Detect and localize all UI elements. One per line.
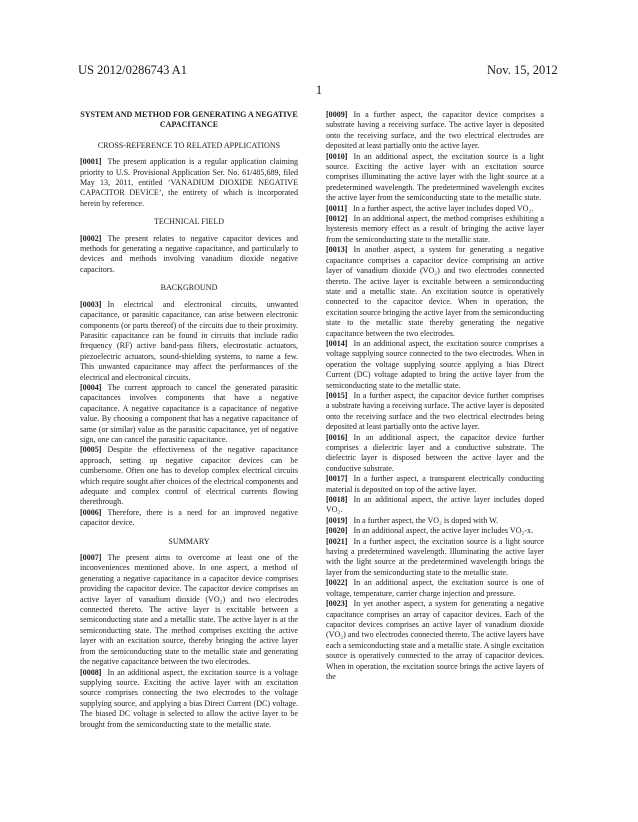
paragraph-0010 <box>326 152 544 204</box>
paragraph-number: [0016] <box>326 432 348 442</box>
paragraph-text: In a further aspect, the capacitor device comprises a substrate having a receiving surface. The active layer is deposited onto the receiving surface, and the two electrical electrodes are deposited at least partially onto the active layer. <box>326 110 544 151</box>
paragraph-number: [0011] <box>326 203 348 213</box>
paragraph-0017 <box>326 474 544 495</box>
paragraph-text: In an additional aspect, the excitation source comprises a voltage supplying source connected to the two electrodes. When in operation the voltage supplying source applying a bias Direct Current (DC) voltage adapted to bring the active layer from the semiconducting state to the metallic state. <box>326 338 544 390</box>
heading-cross-reference: CROSS-REFERENCE TO RELATED APPLICATIONS <box>97 140 281 150</box>
publication-date: Nov. 15, 2012 <box>487 63 558 77</box>
paragraph-text: In a further aspect, a transparent electrically conducting material is deposited on top of the active layer. <box>326 474 544 494</box>
paragraph-text: The present relates to negative capacitor devices and methods for generating a negative capacitance, and particularly to devices and methods involving vanadium dioxide negative capacitors. <box>80 233 298 274</box>
heading-technical-field: TECHNICAL FIELD <box>153 217 225 227</box>
paragraph-text: The present application is a regular application claiming priority to U.S. Provisional Application Ser. No. 61/485,689, filed May 13, 2011, entitled ‘VANADIUM DIOXIDE NEGATIVE CAPACITOR DEVICE’, the entirety of which is incorporated herein by reference. <box>80 157 298 208</box>
publication-number: US 2012/0286743 A1 <box>78 63 188 77</box>
paragraph-0021 <box>326 537 544 579</box>
paragraph-text: In an additional aspect, the capacitor device further comprises a dielectric layer and a conductive substrate. The dielectric layer is disposed between the active layer and the conductive substrate. <box>326 432 544 473</box>
paragraph-number: [0002] <box>80 233 102 243</box>
paragraph-number: [0003] <box>80 299 102 309</box>
paragraph-text: Despite the effectiveness of the negative capacitance approach, setting up negative capacitor devices can be cumbersome. Often one has to develop complex electrical circuits which require sought after choices of the electrical components and adequate and complex control of electrical currents flowing therethrough. <box>80 445 298 507</box>
paragraph-number: [0012] <box>326 214 348 224</box>
paragraph-text: In a further aspect, the excitation source is a light source having a predetermined wavelength. Illuminating the active layer with the light source at the predetermined wavelength brings the layer from the semiconducting state to the metallic state. <box>326 536 544 577</box>
heading-background: BACKGROUND <box>160 283 218 293</box>
paragraph-0016 <box>326 433 544 475</box>
paragraph-0009 <box>326 110 544 152</box>
paragraph-text: In a further aspect, the capacitor device further comprises a substrate having a receiving surface. The active layer is deposited onto the receiving surface and the two electrical electrodes being deposited at least partially onto the active layer. <box>326 390 544 432</box>
paragraph-0022 <box>326 578 544 599</box>
paragraph-number: [0020] <box>326 526 348 536</box>
heading-summary: SUMMARY <box>168 536 210 546</box>
paragraph-number: [0017] <box>326 474 348 484</box>
page-number: 1 <box>315 83 323 97</box>
paragraph-text: In an additional aspect, the excitation source is a light source. Exciting the active layer with an excitation source comprises illuminating the active layer with the light source at a predetermined wavelength. The predetermined wavelength excites the active layer from the semiconducting state to the metallic state. <box>326 151 544 203</box>
paragraph-0006 <box>80 508 298 529</box>
paragraph-0004 <box>80 383 298 445</box>
paragraph-0012 <box>326 214 544 245</box>
paragraph-number: [0009] <box>326 110 348 119</box>
paragraph-text: In an additional aspect, the active layer includes VO₂-x. <box>353 526 534 536</box>
paragraph-0020 <box>326 526 544 536</box>
paragraph-0015 <box>326 391 544 433</box>
paragraph-number: [0021] <box>326 536 348 546</box>
paragraph-0018 <box>326 495 544 516</box>
paragraph-0023 <box>326 599 544 682</box>
paragraph-text: In an additional aspect, the excitation source is one of voltage, temperature, carrier charge injection and pressure. <box>326 578 544 598</box>
paragraph-text: In another aspect, a system for generating a negative capacitance comprises a capacitor device comprising an active layer of vanadium dioxide (VO₂) and two electrodes connected thereto. The active layer is excitable between a semiconducting state and a metallic state. An excitation source is operatively connected to the capacitor device. When in operation, the excitation source bringing the active layer from the semiconducting state to the metallic state thereby generating the negative capacitance between the two electrodes. <box>326 245 544 338</box>
paragraph-0013 <box>326 245 544 339</box>
paragraph-number: [0008] <box>80 667 102 677</box>
paragraph-text: Therefore, there is a need for an improved negative capacitor device. <box>80 507 298 528</box>
paragraph-number: [0023] <box>326 599 348 609</box>
paragraph-0003 <box>80 300 298 383</box>
paragraph-text: In yet another aspect, a system for generating a negative capacitance comprises an array of capacitor devices. Each of the capacitor devices comprises an active layer of vanadium dioxide (VO₂) and two electrodes connected thereto. The active layers have each a semiconducting state and a metallic state. A single excitation source is operatively connected to the array of capacitor devices. When in operation, the excitation source brings the active layers of the <box>326 599 544 681</box>
paragraph-number: [0014] <box>326 338 348 348</box>
paragraph-number: [0015] <box>326 390 348 400</box>
paragraph-number: [0004] <box>80 382 102 392</box>
paragraph-0007 <box>80 553 298 667</box>
paragraph-text: In an additional aspect, the method comprises exhibiting a hysteresis memory effect as a result of bringing the active layer from the semiconducting state to the metallic state. <box>326 214 544 244</box>
paragraph-number: [0019] <box>326 515 348 525</box>
paragraph-number: [0022] <box>326 578 348 588</box>
right-column <box>326 110 544 682</box>
paragraph-0005 <box>80 445 298 507</box>
left-column <box>80 110 298 730</box>
document-title: SYSTEM AND METHOD FOR GENERATING A NEGATIVE CAPACITANCE <box>80 110 298 130</box>
paragraph-text: In a further aspect, the VO₂ is doped with W. <box>353 515 499 525</box>
paragraph-0008 <box>80 668 298 730</box>
paragraph-text: The current approach to cancel the generated parasitic capacitances involves components that have a negative capacitance. A negative capacitance is a capacitance of negative value. By choosing a component that has a negative capacitance of same (or similar) value as the parasitic capacitance, yet of negative sign, one can cancel the parasitic capacitance. <box>80 382 298 444</box>
paragraph-0019 <box>326 516 544 526</box>
paragraph-text: In electrical and electronical circuits, unwanted capacitance, or parasitic capacitance, can arise between electronic components (or parts thereof) of the circuits due to their proximity. Parasitic capacitance can be found in circuits that include radio frequency (RF) active band-pass filters, electrostatic actuators, piezoelectric actuators, sound-shielding systems, to name a few. This unwanted capacitance may affect the performances of the electrical and electronical circuits. <box>80 299 298 382</box>
paragraph-0001 <box>80 157 298 209</box>
paragraph-number: [0010] <box>326 151 348 161</box>
paragraph-text: The present aims to overcome at least one of the inconveniences mentioned above. In one aspect, a method of generating a negative capacitance in a capacitor device comprises providing the capacitor device. The capacitor device comprises an active layer of vanadium dioxide (VO₂) and two electrodes connected thereto. The active layer is excitable between a semiconducting state and a metallic state. The active layer is at the semiconducting state. The method comprises exciting the active layer with an excitation source, thereby bringing the active layer from the semiconducting state to the metallic state and generating the negative capacitance between the two electrodes. <box>80 553 298 667</box>
paragraph-text: In an additional aspect, the active layer includes doped VO₂. <box>326 495 544 515</box>
paragraph-number: [0005] <box>80 445 102 455</box>
paragraph-number: [0007] <box>80 553 102 563</box>
paragraph-number: [0018] <box>326 495 348 505</box>
paragraph-0011 <box>326 204 544 214</box>
paragraph-number: [0006] <box>80 507 102 517</box>
paragraph-number: [0001] <box>80 157 102 167</box>
paragraph-0014 <box>326 339 544 391</box>
paragraph-text: In a further aspect, the active layer includes doped VO₂. <box>353 203 534 213</box>
paragraph-number: [0013] <box>326 245 348 255</box>
paragraph-0002 <box>80 234 298 276</box>
paragraph-text: In an additional aspect, the excitation source is a voltage supplying source. Exciting the active layer with an excitation source comprises connecting the two electrodes to the voltage supplying source, and applying a bias Direct Current (DC) voltage. The biased DC voltage is selected to allow the active layer to be brought from the semiconducting state to the metallic state. <box>80 667 298 729</box>
